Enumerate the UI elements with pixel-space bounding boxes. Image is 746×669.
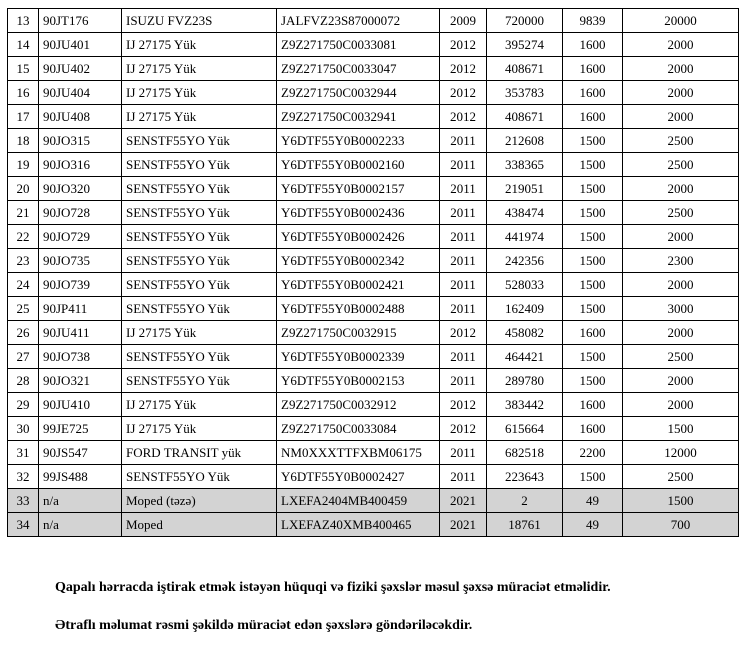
cell-vehicle-model: SENSTF55YO Yük: [122, 153, 277, 177]
table-row: [8, 345, 739, 369]
cell-vehicle-model: SENSTF55YO Yük: [122, 345, 277, 369]
cell-price: 2500: [623, 465, 739, 489]
cell-engine-volume: 1600: [563, 105, 623, 129]
cell-price: 2000: [623, 177, 739, 201]
cell-vehicle-model: SENSTF55YO Yük: [122, 177, 277, 201]
cell-vehicle-model: IJ 27175 Yük: [122, 393, 277, 417]
cell-mileage: 464421: [487, 345, 563, 369]
cell-engine-volume: 1600: [563, 81, 623, 105]
cell-engine-volume: 1500: [563, 129, 623, 153]
cell-mileage: 219051: [487, 177, 563, 201]
cell-year: 2011: [440, 273, 487, 297]
cell-vin: Z9Z271750C0033084: [277, 417, 440, 441]
cell-plate-number: 90JU401: [39, 33, 122, 57]
cell-row-number: 16: [8, 81, 39, 105]
cell-price: 2000: [623, 321, 739, 345]
cell-year: 2021: [440, 489, 487, 513]
table-row: [8, 177, 739, 201]
cell-plate-number: n/a: [39, 489, 122, 513]
cell-year: 2011: [440, 249, 487, 273]
cell-vin: Z9Z271750C0032915: [277, 321, 440, 345]
cell-engine-volume: 1500: [563, 465, 623, 489]
cell-price: 2000: [623, 57, 739, 81]
cell-mileage: 438474: [487, 201, 563, 225]
table-row: [8, 369, 739, 393]
cell-engine-volume: 1600: [563, 417, 623, 441]
cell-vehicle-model: IJ 27175 Yük: [122, 33, 277, 57]
cell-vehicle-model: SENSTF55YO Yük: [122, 201, 277, 225]
cell-row-number: 27: [8, 345, 39, 369]
cell-year: 2011: [440, 297, 487, 321]
cell-year: 2021: [440, 513, 487, 537]
cell-year: 2012: [440, 321, 487, 345]
cell-mileage: 223643: [487, 465, 563, 489]
cell-vin: Y6DTF55Y0B0002339: [277, 345, 440, 369]
table-row: [8, 393, 739, 417]
cell-year: 2011: [440, 225, 487, 249]
cell-plate-number: 99JE725: [39, 417, 122, 441]
cell-engine-volume: 1500: [563, 201, 623, 225]
cell-vin: Z9Z271750C0033081: [277, 33, 440, 57]
cell-engine-volume: 1500: [563, 249, 623, 273]
cell-mileage: 242356: [487, 249, 563, 273]
cell-plate-number: 90JU411: [39, 321, 122, 345]
cell-plate-number: 90JO728: [39, 201, 122, 225]
table-row: [8, 225, 739, 249]
table-body: [8, 9, 739, 537]
cell-plate-number: 90JO735: [39, 249, 122, 273]
cell-mileage: 720000: [487, 9, 563, 33]
cell-vin: Y6DTF55Y0B0002153: [277, 369, 440, 393]
cell-vin: LXEFA2404MB400459: [277, 489, 440, 513]
cell-price: 2000: [623, 81, 739, 105]
cell-plate-number: 90JO315: [39, 129, 122, 153]
cell-mileage: 212608: [487, 129, 563, 153]
table-row: [8, 201, 739, 225]
cell-vin: Z9Z271750C0033047: [277, 57, 440, 81]
cell-row-number: 14: [8, 33, 39, 57]
cell-price: 2500: [623, 201, 739, 225]
cell-vin: NM0XXXTTFXBM06175: [277, 441, 440, 465]
cell-price: 2000: [623, 225, 739, 249]
cell-year: 2012: [440, 57, 487, 81]
table-row: [8, 417, 739, 441]
cell-engine-volume: 2200: [563, 441, 623, 465]
cell-mileage: 383442: [487, 393, 563, 417]
cell-price: 2000: [623, 105, 739, 129]
cell-row-number: 24: [8, 273, 39, 297]
table-row: [8, 297, 739, 321]
notes-section: [55, 579, 680, 636]
cell-mileage: 353783: [487, 81, 563, 105]
cell-year: 2009: [440, 9, 487, 33]
cell-year: 2012: [440, 105, 487, 129]
cell-row-number: 19: [8, 153, 39, 177]
cell-row-number: 22: [8, 225, 39, 249]
cell-plate-number: 90JO321: [39, 369, 122, 393]
note-participation: Qapalı hərracda iştirak etmək istəyən hüquqi və fiziki şəxslər məsul şəxsə müraciət etməlidir.: [55, 580, 611, 595]
table-row: [8, 273, 739, 297]
cell-vin: Z9Z271750C0032912: [277, 393, 440, 417]
cell-plate-number: 90JP411: [39, 297, 122, 321]
cell-mileage: 408671: [487, 57, 563, 81]
cell-row-number: 30: [8, 417, 39, 441]
cell-vehicle-model: FORD TRANSIT yük: [122, 441, 277, 465]
cell-vin: Y6DTF55Y0B0002436: [277, 201, 440, 225]
cell-engine-volume: 1500: [563, 345, 623, 369]
table-row: [8, 153, 739, 177]
cell-price: 2000: [623, 33, 739, 57]
cell-mileage: 682518: [487, 441, 563, 465]
cell-plate-number: 90JU410: [39, 393, 122, 417]
cell-mileage: 338365: [487, 153, 563, 177]
cell-row-number: 32: [8, 465, 39, 489]
cell-engine-volume: 1500: [563, 225, 623, 249]
cell-year: 2011: [440, 369, 487, 393]
table-row: [8, 9, 739, 33]
cell-vehicle-model: IJ 27175 Yük: [122, 417, 277, 441]
cell-mileage: 289780: [487, 369, 563, 393]
cell-row-number: 25: [8, 297, 39, 321]
cell-price: 2500: [623, 129, 739, 153]
note-further-info: Ətraflı məlumat rəsmi şəkildə müraciət edən şəxslərə göndəriləcəkdir.: [55, 617, 473, 633]
cell-vehicle-model: IJ 27175 Yük: [122, 105, 277, 129]
cell-engine-volume: 1500: [563, 369, 623, 393]
cell-year: 2011: [440, 177, 487, 201]
cell-vehicle-model: SENSTF55YO Yük: [122, 369, 277, 393]
cell-mileage: 458082: [487, 321, 563, 345]
cell-engine-volume: 49: [563, 513, 623, 537]
cell-engine-volume: 1500: [563, 177, 623, 201]
table-row: [8, 105, 739, 129]
cell-year: 2012: [440, 393, 487, 417]
cell-year: 2012: [440, 33, 487, 57]
cell-mileage: 18761: [487, 513, 563, 537]
cell-price: 1500: [623, 489, 739, 513]
cell-vehicle-model: SENSTF55YO Yük: [122, 225, 277, 249]
cell-engine-volume: 1600: [563, 57, 623, 81]
cell-vehicle-model: SENSTF55YO Yük: [122, 129, 277, 153]
cell-row-number: 29: [8, 393, 39, 417]
cell-year: 2012: [440, 81, 487, 105]
cell-vin: Y6DTF55Y0B0002488: [277, 297, 440, 321]
cell-plate-number: n/a: [39, 513, 122, 537]
cell-price: 1500: [623, 417, 739, 441]
cell-plate-number: 90JO316: [39, 153, 122, 177]
cell-year: 2011: [440, 345, 487, 369]
cell-vin: JALFVZ23S87000072: [277, 9, 440, 33]
cell-price: 700: [623, 513, 739, 537]
cell-engine-volume: 49: [563, 489, 623, 513]
cell-vehicle-model: Moped (təzə): [122, 489, 277, 513]
table-row: [8, 489, 739, 513]
cell-vehicle-model: SENSTF55YO Yük: [122, 273, 277, 297]
cell-row-number: 13: [8, 9, 39, 33]
table-row: [8, 57, 739, 81]
cell-mileage: 2: [487, 489, 563, 513]
cell-row-number: 23: [8, 249, 39, 273]
table-row: [8, 513, 739, 537]
table-row: [8, 33, 739, 57]
cell-plate-number: 90JO738: [39, 345, 122, 369]
cell-row-number: 17: [8, 105, 39, 129]
cell-year: 2011: [440, 153, 487, 177]
cell-plate-number: 90JO320: [39, 177, 122, 201]
cell-year: 2012: [440, 417, 487, 441]
cell-row-number: 34: [8, 513, 39, 537]
table-row: [8, 81, 739, 105]
cell-plate-number: 90JU408: [39, 105, 122, 129]
cell-plate-number: 90JU402: [39, 57, 122, 81]
cell-vin: Y6DTF55Y0B0002426: [277, 225, 440, 249]
cell-price: 2500: [623, 153, 739, 177]
cell-vehicle-model: ISUZU FVZ23S: [122, 9, 277, 33]
cell-row-number: 28: [8, 369, 39, 393]
cell-price: 2500: [623, 345, 739, 369]
cell-engine-volume: 1600: [563, 33, 623, 57]
cell-vehicle-model: SENSTF55YO Yük: [122, 297, 277, 321]
vehicle-auction-table: [7, 8, 739, 537]
cell-plate-number: 90JT176: [39, 9, 122, 33]
cell-mileage: 162409: [487, 297, 563, 321]
cell-mileage: 408671: [487, 105, 563, 129]
cell-engine-volume: 1600: [563, 393, 623, 417]
cell-mileage: 615664: [487, 417, 563, 441]
cell-price: 2000: [623, 369, 739, 393]
cell-price: 3000: [623, 297, 739, 321]
cell-price: 2300: [623, 249, 739, 273]
cell-plate-number: 90JO739: [39, 273, 122, 297]
cell-vin: Y6DTF55Y0B0002342: [277, 249, 440, 273]
cell-year: 2011: [440, 201, 487, 225]
cell-vin: Y6DTF55Y0B0002421: [277, 273, 440, 297]
cell-vehicle-model: SENSTF55YO Yük: [122, 465, 277, 489]
cell-vehicle-model: IJ 27175 Yük: [122, 57, 277, 81]
cell-row-number: 15: [8, 57, 39, 81]
cell-vin: LXEFAZ40XMB400465: [277, 513, 440, 537]
cell-vehicle-model: IJ 27175 Yük: [122, 321, 277, 345]
cell-engine-volume: 1500: [563, 273, 623, 297]
cell-vin: Y6DTF55Y0B0002157: [277, 177, 440, 201]
table-row: [8, 129, 739, 153]
cell-engine-volume: 1500: [563, 153, 623, 177]
cell-row-number: 31: [8, 441, 39, 465]
table-row: [8, 441, 739, 465]
cell-vin: Y6DTF55Y0B0002427: [277, 465, 440, 489]
cell-price: 20000: [623, 9, 739, 33]
cell-vin: Z9Z271750C0032941: [277, 105, 440, 129]
cell-vin: Y6DTF55Y0B0002160: [277, 153, 440, 177]
cell-year: 2011: [440, 465, 487, 489]
cell-vin: Y6DTF55Y0B0002233: [277, 129, 440, 153]
cell-row-number: 26: [8, 321, 39, 345]
cell-year: 2011: [440, 129, 487, 153]
table-row: [8, 249, 739, 273]
cell-plate-number: 90JO729: [39, 225, 122, 249]
cell-plate-number: 90JS547: [39, 441, 122, 465]
cell-vin: Z9Z271750C0032944: [277, 81, 440, 105]
cell-mileage: 528033: [487, 273, 563, 297]
cell-price: 2000: [623, 273, 739, 297]
cell-plate-number: 99JS488: [39, 465, 122, 489]
cell-engine-volume: 1600: [563, 321, 623, 345]
cell-year: 2011: [440, 441, 487, 465]
cell-row-number: 33: [8, 489, 39, 513]
cell-row-number: 21: [8, 201, 39, 225]
cell-price: 2000: [623, 393, 739, 417]
table-row: [8, 465, 739, 489]
cell-engine-volume: 1500: [563, 297, 623, 321]
cell-mileage: 441974: [487, 225, 563, 249]
cell-vehicle-model: Moped: [122, 513, 277, 537]
cell-row-number: 20: [8, 177, 39, 201]
cell-row-number: 18: [8, 129, 39, 153]
cell-engine-volume: 9839: [563, 9, 623, 33]
cell-vehicle-model: SENSTF55YO Yük: [122, 249, 277, 273]
cell-plate-number: 90JU404: [39, 81, 122, 105]
table-row: [8, 321, 739, 345]
cell-vehicle-model: IJ 27175 Yük: [122, 81, 277, 105]
cell-mileage: 395274: [487, 33, 563, 57]
cell-price: 12000: [623, 441, 739, 465]
